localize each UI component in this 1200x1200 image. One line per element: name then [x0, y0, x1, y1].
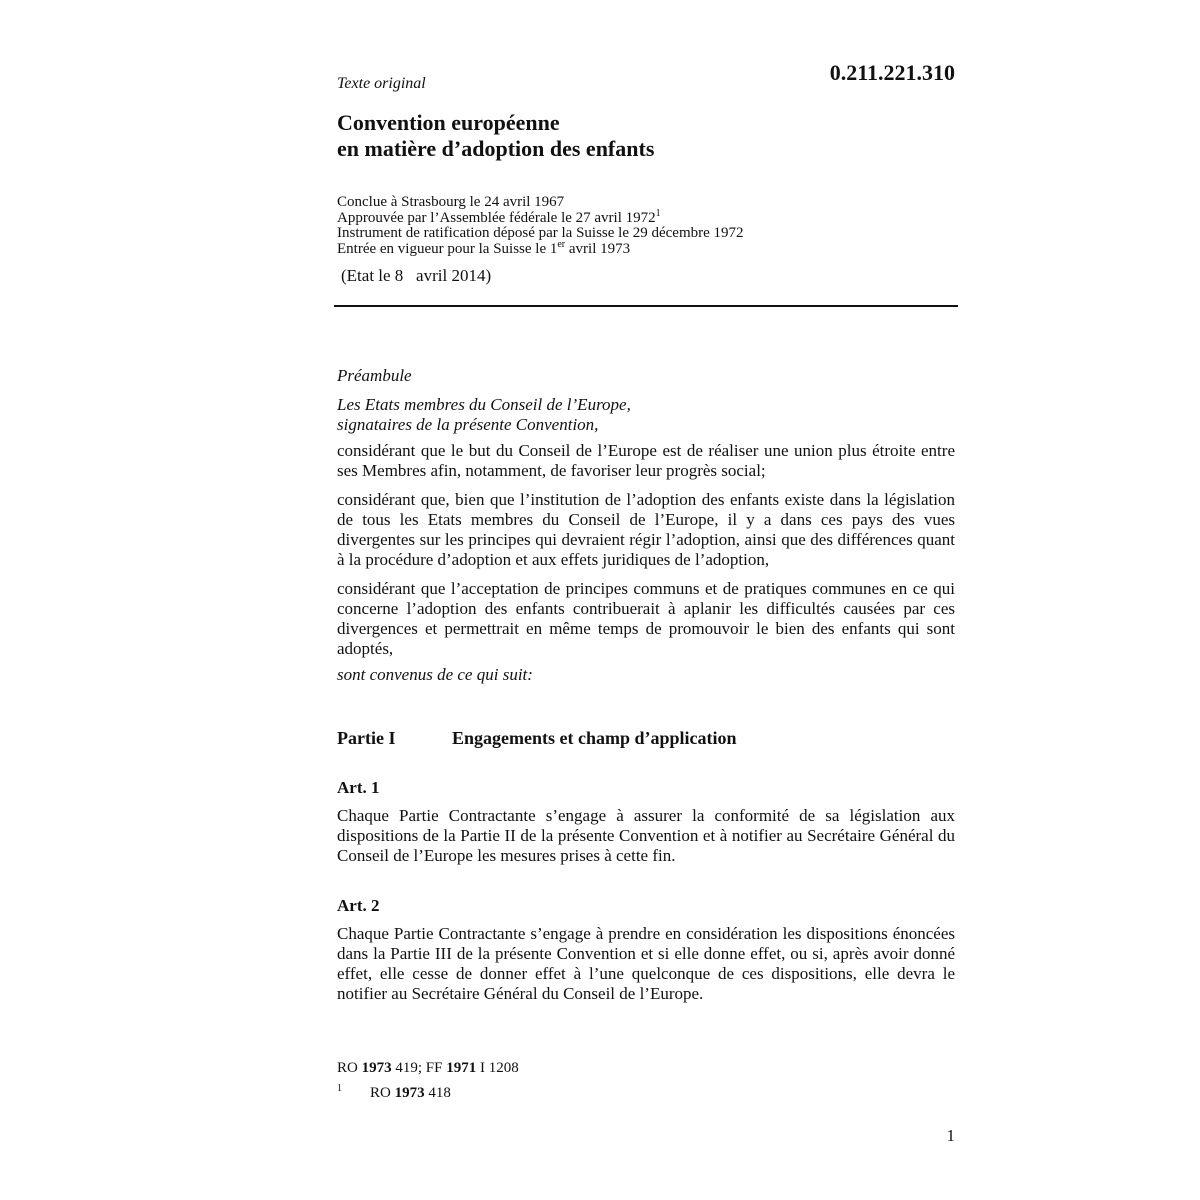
page-number: 1 — [946, 1126, 955, 1145]
preamble-heading: Préambule — [337, 366, 412, 385]
part-number: Partie I — [337, 728, 396, 748]
status-date: (Etat le 8 avril 2014) — [341, 266, 492, 285]
meta-entry-prefix: Entrée en vigueur pour la Suisse le 1 — [337, 240, 558, 257]
meta-concluded: Conclue à Strasbourg le 24 avril 1967 — [337, 194, 565, 210]
article-1-heading: Art. 1 — [337, 778, 380, 797]
part-heading — [337, 728, 737, 749]
meta-entry-sup: er — [557, 238, 566, 250]
meta-approved-text: Approuvée par l’Assemblée fédérale le 27 avril 1972 — [337, 209, 656, 226]
source-ff-page: I 1208 — [476, 1060, 519, 1076]
title-line-1: Convention européenne — [337, 110, 560, 135]
source-ro-year: 1973 — [361, 1060, 392, 1076]
document-meta — [337, 195, 957, 257]
preamble-paragraph-2: considérant que, bien que l’institution de l’adoption des enfants existe dans la législation de tous les Etats membres du Conseil de l’Europe, il y a dans ces pays des vues divergentes sur les principes qui devraient régir l’adoption, ainsi que des différences quant à la procédure d’adoption et aux effets juridiques de l’adoption, — [337, 490, 955, 569]
preamble-parties-line-2: signataires de la présente Convention, — [337, 415, 599, 434]
meta-approved — [337, 207, 957, 227]
footnote-1-year: 1973 — [394, 1085, 425, 1101]
document-title — [337, 110, 937, 162]
source-ro-label: RO — [337, 1060, 362, 1076]
footnote-1 — [337, 1079, 451, 1103]
meta-ratification: Instrument de ratification déposé par la Suisse le 29 décembre 1972 — [337, 225, 744, 241]
preamble-paragraph-1: considérant que le but du Conseil de l’Europe est de réaliser une union plus étroite entre ses Membres afin, notamment, de favoriser leur progrès social; — [337, 441, 955, 480]
header-divider — [334, 305, 958, 307]
preamble-closing: sont convenus de ce qui suit: — [337, 665, 533, 684]
preamble-parties — [337, 395, 955, 435]
footnote-1-mark: 1 — [337, 1083, 342, 1094]
footnote-1-ro: RO — [370, 1085, 395, 1101]
title-line-2: en matière d’adoption des enfants — [337, 136, 655, 161]
source-ff-year: 1971 — [446, 1060, 477, 1076]
preamble-paragraph-3: considérant que l’acceptation de principes communs et de pratiques communes en ce qui concerne l’adoption des enfants contribuerait à aplanir les difficultés causées par ces divergences et permettrait en même temps de promouvoir le bien des enfants qui sont adoptés, — [337, 579, 955, 658]
source-note — [337, 1058, 519, 1078]
source-ro-page: 419; FF — [391, 1060, 447, 1076]
article-2-text: Chaque Partie Contractante s’engage à prendre en considération les dispositions énoncées dans la Partie III de la présente Convention et si elle donne effet, ou si, après avoir donné effet, elle cesse de donner effet à l’une quelconque de ces dispositions, elle devra le notifier au Secrétaire Général du Conseil de l’Europe. — [337, 924, 955, 1003]
article-1-text: Chaque Partie Contractante s’engage à assurer la conformité de sa législation aux dispositions de la Partie II de la présente Convention et à notifier au Secrétaire Général du Conseil de l’Europe les mesures prises à cette fin. — [337, 806, 955, 865]
original-text-label: Texte original — [337, 75, 426, 92]
footnote-1-page: 418 — [424, 1085, 451, 1101]
preamble-parties-line-1: Les Etats membres du Conseil de l’Europe, — [337, 395, 631, 414]
footnote-ref-1[interactable]: 1 — [655, 207, 661, 219]
part-title: Engagements et champ d’application — [452, 728, 737, 748]
sr-number: 0.211.221.310 — [829, 60, 955, 85]
meta-entry-suffix: avril 1973 — [565, 240, 631, 257]
meta-entry-into-force — [337, 238, 957, 258]
article-2-heading: Art. 2 — [337, 896, 380, 915]
